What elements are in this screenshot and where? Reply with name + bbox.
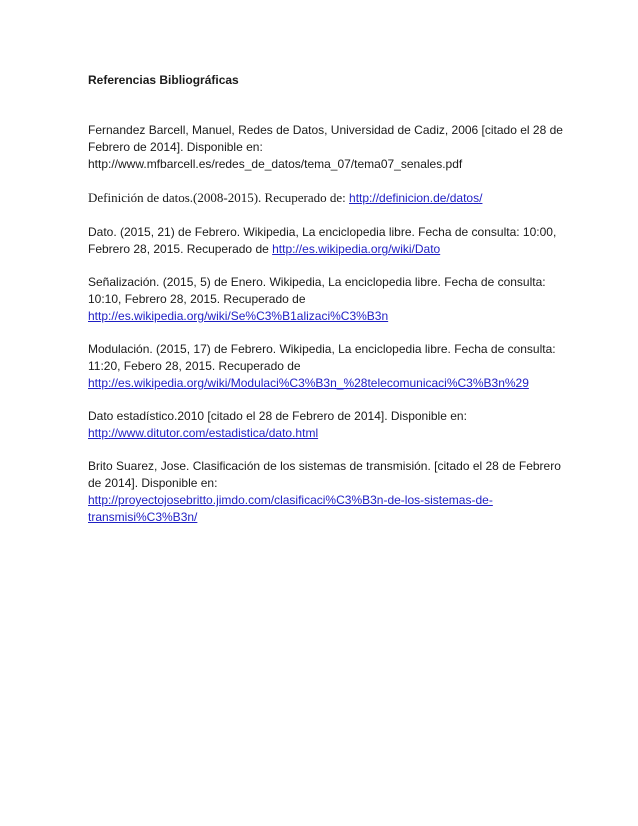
- reference-text: Febrero 28, 2015. Recuperado de: [88, 242, 273, 256]
- reference-item: [88, 122, 563, 173]
- reference-link[interactable]: http://es.wikipedia.org/wiki/Dato: [272, 242, 441, 256]
- reference-line: [88, 509, 558, 526]
- reference-text: Definición de datos.(2008-2015). Recuperado de:: [88, 190, 350, 205]
- reference-line: [88, 425, 558, 442]
- reference-item: [88, 189, 558, 207]
- reference-line: Dato. (2015, 21) de Febrero. Wikipedia, La enciclopedia libre. Fecha de consulta: 10:00,: [88, 225, 557, 239]
- reference-item: [88, 408, 558, 442]
- reference-line: Dato estadístico.2010 [citado el 28 de Febrero de 2014]. Disponible en:: [88, 409, 467, 423]
- reference-link[interactable]: http://proyectojosebritto.jimdo.com/clasificaci%C3%B3n-de-los-sistemas-de-: [88, 493, 493, 507]
- reference-link[interactable]: http://www.ditutor.com/estadistica/dato.html: [88, 426, 319, 440]
- reference-line: Modulación. (2015, 17) de Febrero. Wikipedia, La enciclopedia libre. Fecha de consulta:: [88, 342, 556, 356]
- reference-item: [88, 341, 558, 392]
- reference-line: [88, 492, 558, 509]
- reference-line: Señalización. (2015, 5) de Enero. Wikipedia, La enciclopedia libre. Fecha de consulta:: [88, 275, 546, 289]
- reference-line: 10:10, Febrero 28, 2015. Recuperado de: [88, 292, 306, 306]
- reference-item: [88, 274, 558, 325]
- reference-line: [88, 308, 558, 325]
- reference-line: [88, 189, 558, 207]
- reference-link[interactable]: http://es.wikipedia.org/wiki/Modulaci%C3%B3n_%28telecomunicaci%C3%B3n%29: [88, 376, 529, 390]
- reference-item: [88, 458, 561, 526]
- reference-line: [88, 241, 558, 258]
- reference-line: Brito Suarez, Jose. Clasificación de los sistemas de transmisión. [citado el 28 de Febrero: [88, 459, 561, 473]
- reference-line: 11:20, Febero 28, 2015. Recuperado de: [88, 359, 301, 373]
- reference-line: http://www.mfbarcell.es/redes_de_datos/tema_07/tema07_senales.pdf: [88, 157, 463, 171]
- page-title: Referencias Bibliográficas: [88, 73, 239, 87]
- reference-line: Febrero de 2014]. Disponible en:: [88, 140, 263, 154]
- reference-link[interactable]: http://definicion.de/datos/: [349, 191, 483, 205]
- reference-line: Fernandez Barcell, Manuel, Redes de Datos, Universidad de Cadiz, 2006 [citado el 28 de: [88, 123, 563, 137]
- reference-line: de 2014]. Disponible en:: [88, 476, 218, 490]
- reference-line: [88, 375, 558, 392]
- reference-link[interactable]: http://es.wikipedia.org/wiki/Se%C3%B1alizaci%C3%B3n: [88, 309, 389, 323]
- reference-list: [88, 122, 563, 542]
- reference-link[interactable]: transmisi%C3%B3n/: [88, 510, 198, 524]
- reference-item: [88, 224, 558, 258]
